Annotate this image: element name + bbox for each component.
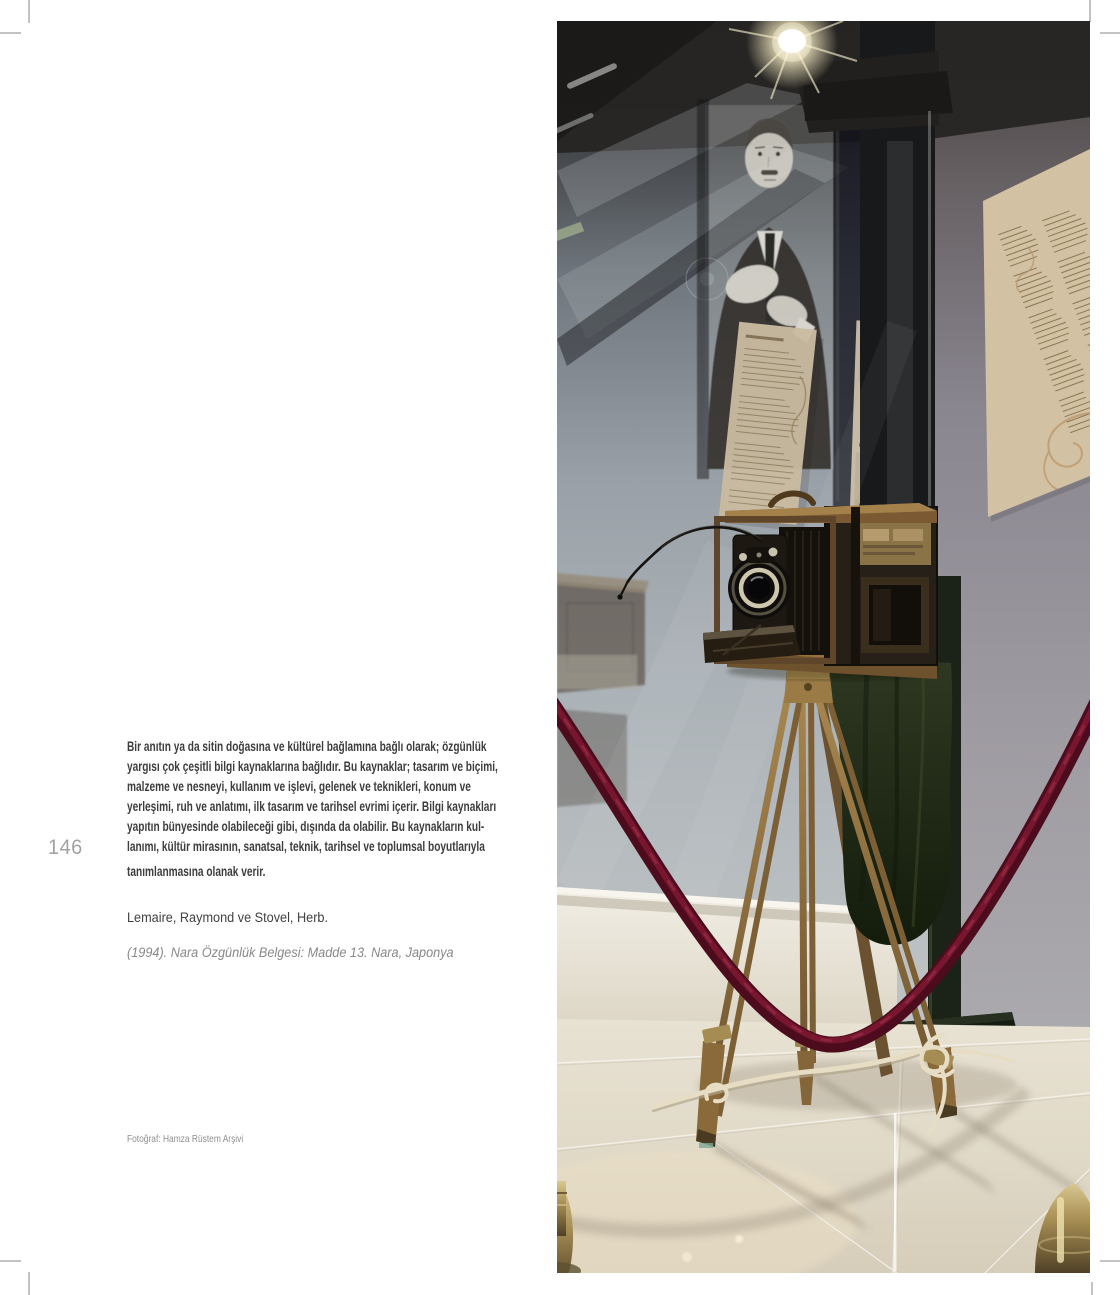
- citation-authors: Lemaire, Raymond ve Stovel, Herb.: [127, 910, 329, 925]
- crop-mark: [1100, 32, 1120, 34]
- crop-mark: [28, 0, 30, 23]
- crop-mark: [0, 32, 21, 34]
- quote-line: yapıtın bünyesinde olabileceği gibi, dışında da olabilir. Bu kaynakların kul-: [127, 818, 485, 834]
- photo-credit: Fotoğraf: Hamza Rüstem Arşivi: [127, 1133, 244, 1145]
- citation-source: (1994). Nara Özgünlük Belgesi: Madde 13. Nara, Japonya: [127, 945, 454, 960]
- crop-mark: [0, 1260, 21, 1262]
- page-number: 146: [48, 836, 83, 859]
- marble-floor: [557, 1019, 1090, 1273]
- camera-lens: [728, 557, 790, 619]
- exhibit-photograph: [557, 21, 1090, 1273]
- crop-mark: [1091, 1282, 1093, 1295]
- quote-line: tanımlanmasına olanak verir.: [127, 864, 266, 880]
- quote-line: yerleşimi, ruh ve anlatımı, ilk tasarım ve tarihsel evrimi içerir. Bilgi kaynakları: [127, 798, 497, 814]
- quote-line: Bir anıtın ya da sitin doğasına ve kültürel bağlamına bağlı olarak; özgünlük: [127, 739, 487, 754]
- quote-line: yargısı çok çeşitli bilgi kaynaklarına bağlıdır. Bu kaynaklar; tasarım ve biçimi,: [127, 758, 498, 774]
- crop-mark: [1089, 0, 1091, 22]
- quote-text-block: [127, 737, 621, 882]
- crop-mark: [1100, 1260, 1120, 1262]
- crop-mark: [28, 1272, 30, 1295]
- quote-line: lanımı, kültür mirasının, sanatsal, teknik, tarihsel ve toplumsal boyutlarıyla: [127, 838, 485, 854]
- quote-line: malzeme ve nesneyi, kullanım ve işlevi, gelenek ve teknikleri, konum ve: [127, 778, 471, 794]
- wall-text-panel: [983, 149, 1090, 522]
